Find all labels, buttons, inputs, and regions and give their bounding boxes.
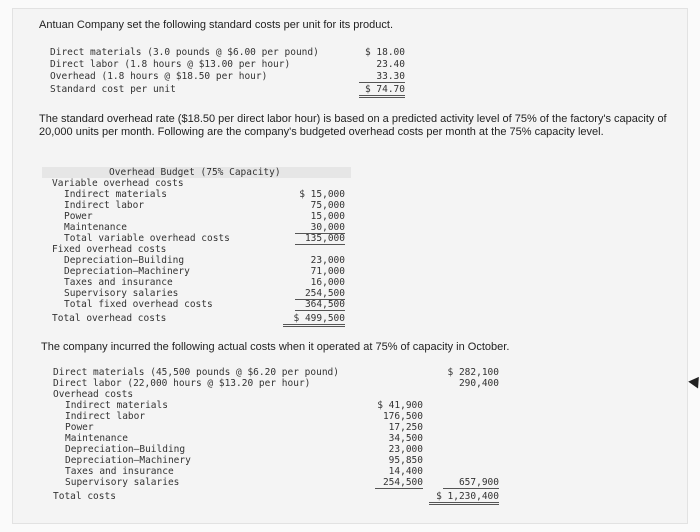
variable-header: Variable overhead costs xyxy=(52,178,184,189)
intro-text: Antuan Company set the following standard costs per unit for its product. xyxy=(39,19,394,31)
actual-oh-total: 657,900 xyxy=(443,477,499,489)
budget-row-label: Power xyxy=(64,211,93,222)
mouse-cursor-icon xyxy=(688,373,700,388)
actual-oh-row-label: Maintenance xyxy=(65,433,128,444)
budget-title: Overhead Budget (75% Capacity) xyxy=(109,167,281,178)
total-variable-amount: 135,000 xyxy=(295,233,345,245)
std-total-amount: $ 74.70 xyxy=(359,84,405,98)
budget-row-amount: 71,000 xyxy=(310,266,345,277)
std-dm-label: Direct materials (3.0 pounds @ $6.00 per pound) xyxy=(50,47,319,58)
total-overhead-amount: $ 499,500 xyxy=(283,313,345,327)
actual-oh-row-label: Indirect labor xyxy=(65,411,146,422)
actual-oh-row-amount: 95,850 xyxy=(388,455,423,466)
actual-oh-row-amount: 14,400 xyxy=(388,466,423,477)
std-dl-label: Direct labor (1.8 hours @ $13.00 per hour) xyxy=(50,59,291,70)
total-fixed-label: Total fixed overhead costs xyxy=(64,299,213,310)
fixed-header: Fixed overhead costs xyxy=(52,244,167,255)
actual-oh-row-amount: 254,500 xyxy=(375,477,423,489)
budget-row-label: Maintenance xyxy=(64,222,127,233)
actual-oh-row-amount: $ 41,900 xyxy=(377,400,423,411)
actual-oh-row-label: Taxes and insurance xyxy=(65,466,174,477)
actual-oh-row-amount: 34,500 xyxy=(388,433,423,444)
budget-row-label: Depreciation—Machinery xyxy=(64,266,190,277)
std-total-label: Standard cost per unit xyxy=(50,84,176,95)
budget-row-label: Taxes and insurance xyxy=(64,277,173,288)
total-variable-label: Total variable overhead costs xyxy=(64,233,230,244)
std-oh-label: Overhead (1.8 hours @ $18.50 per hour) xyxy=(50,71,268,82)
actual-oh-header: Overhead costs xyxy=(53,389,134,400)
actual-intro-text: The company incurred the following actual costs when it operated at 75% of capacity in October. xyxy=(41,341,510,353)
std-dl-amount: 23.40 xyxy=(376,59,405,70)
budget-row-amount: 75,000 xyxy=(310,200,345,211)
actual-oh-row-label: Indirect materials xyxy=(65,400,168,411)
total-fixed-amount: 364,500 xyxy=(295,299,345,311)
total-overhead-label: Total overhead costs xyxy=(52,313,167,324)
budget-row-label: Supervisory salaries xyxy=(64,288,179,299)
budget-row-label: Depreciation—Building xyxy=(64,255,185,266)
problem-page xyxy=(12,8,688,524)
actual-oh-row-amount: 176,500 xyxy=(382,411,423,422)
total-costs-label: Total costs xyxy=(53,491,116,502)
budget-row-amount: 254,500 xyxy=(295,288,345,300)
overhead-rate-paragraph: The standard overhead rate ($18.50 per direct labor hour) is based on a predicted activity level of 75% of the factory's capacity of 20,000 units per month. Following are the company's budgeted overhead costs per month at the 75% capacity level. xyxy=(39,113,667,138)
actual-dl-amount: 290,400 xyxy=(458,378,499,389)
actual-dm-label: Direct materials (45,500 pounds @ $6.20 per pound) xyxy=(53,367,339,378)
std-oh-amount: 33.30 xyxy=(359,71,405,83)
budget-row-amount: 23,000 xyxy=(310,255,345,266)
actual-dl-label: Direct labor (22,000 hours @ $13.20 per hour) xyxy=(53,378,311,389)
actual-oh-row-label: Depreciation—Machinery xyxy=(65,455,191,466)
actual-oh-row-label: Supervisory salaries xyxy=(65,477,180,488)
total-costs-amount: $ 1,230,400 xyxy=(429,491,499,505)
std-dm-amount: $ 18.00 xyxy=(364,47,405,58)
budget-row-label: Indirect labor xyxy=(64,200,145,211)
actual-dm-amount: $ 282,100 xyxy=(447,367,499,378)
actual-oh-row-amount: 17,250 xyxy=(388,422,423,433)
budget-row-amount: 30,000 xyxy=(295,222,345,234)
budget-row-label: Indirect materials xyxy=(64,189,167,200)
actual-oh-row-amount: 23,000 xyxy=(388,444,423,455)
actual-oh-row-label: Power xyxy=(65,422,94,433)
budget-row-amount: 16,000 xyxy=(310,277,345,288)
actual-oh-row-label: Depreciation—Building xyxy=(65,444,186,455)
budget-row-amount: $ 15,000 xyxy=(299,189,345,200)
budget-row-amount: 15,000 xyxy=(310,211,345,222)
